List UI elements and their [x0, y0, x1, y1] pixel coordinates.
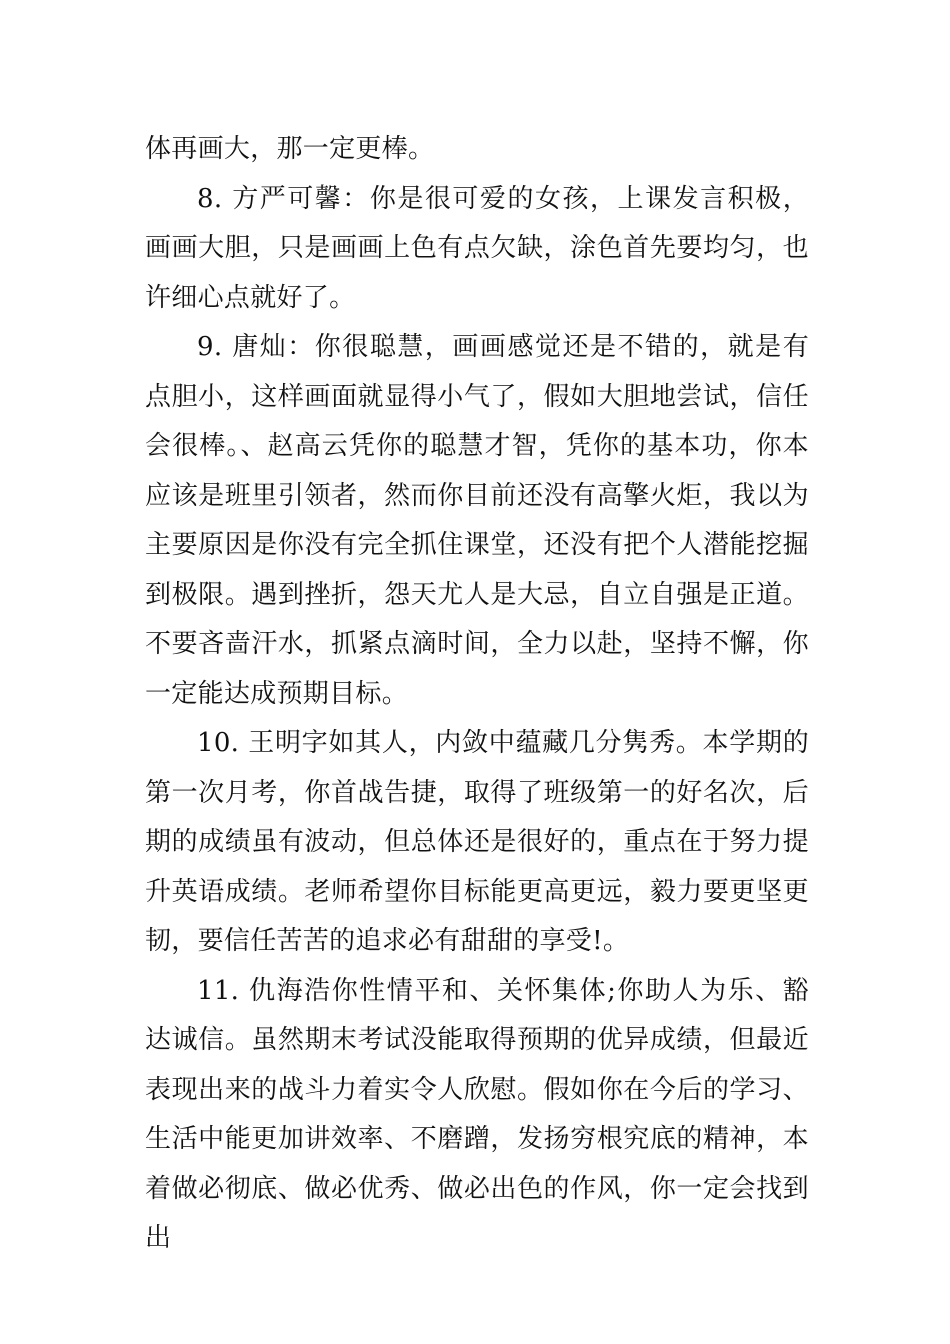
document-body — [145, 125, 809, 1264]
paragraph-item-10: 10. 王明字如其人，内敛中蕴藏几分隽秀。本学期的第一次月考，你首战告捷，取得了班级第一的好名次，后期的成绩虽有波动，但总体还是很好的，重点在于努力提升英语成绩。老师希望你目标能更高更远，毅力要更坚更韧，要信任苦苦的追求必有甜甜的享受!。 — [145, 728, 809, 956]
paragraph-item-11: 11. 仇海浩你性情平和、关怀集体;你助人为乐、豁达诚信。虽然期末考试没能取得预期的优异成绩，但最近表现出来的战斗力着实令人欣慰。假如你在今后的学习、生活中能更加讲效率、不磨蹭，发扬穷根究底的精神，本着做必彻底、做必优秀、做必出色的作风，你一定会找到出 — [145, 975, 809, 1253]
paragraph-continuation: 体再画大，那一定更棒。 — [145, 134, 435, 164]
paragraph-item-8: 8. 方严可馨：你是很可爱的女孩，上课发言积极，画画大胆，只是画画上色有点欠缺，涂色首先要均匀，也许细心点就好了。 — [145, 183, 809, 313]
paragraph-item-9: 9. 唐灿：你很聪慧，画画感觉还是不错的，就是有点胆小，这样画面就显得小气了，假如大胆地尝试，信任会很棒。、赵高云凭你的聪慧才智，凭你的基本功，你本应该是班里引领者，然而你目前还没有高擎火炬，我以为主要原因是你没有完全抓住课堂，还没有把个人潜能挖掘到极限。遇到挫折，怨天尤人是大忌，自立自强是正道。不要吝啬汗水，抓紧点滴时间，全力以赴，坚持不懈，你一定能达成预期目标。 — [145, 332, 809, 709]
